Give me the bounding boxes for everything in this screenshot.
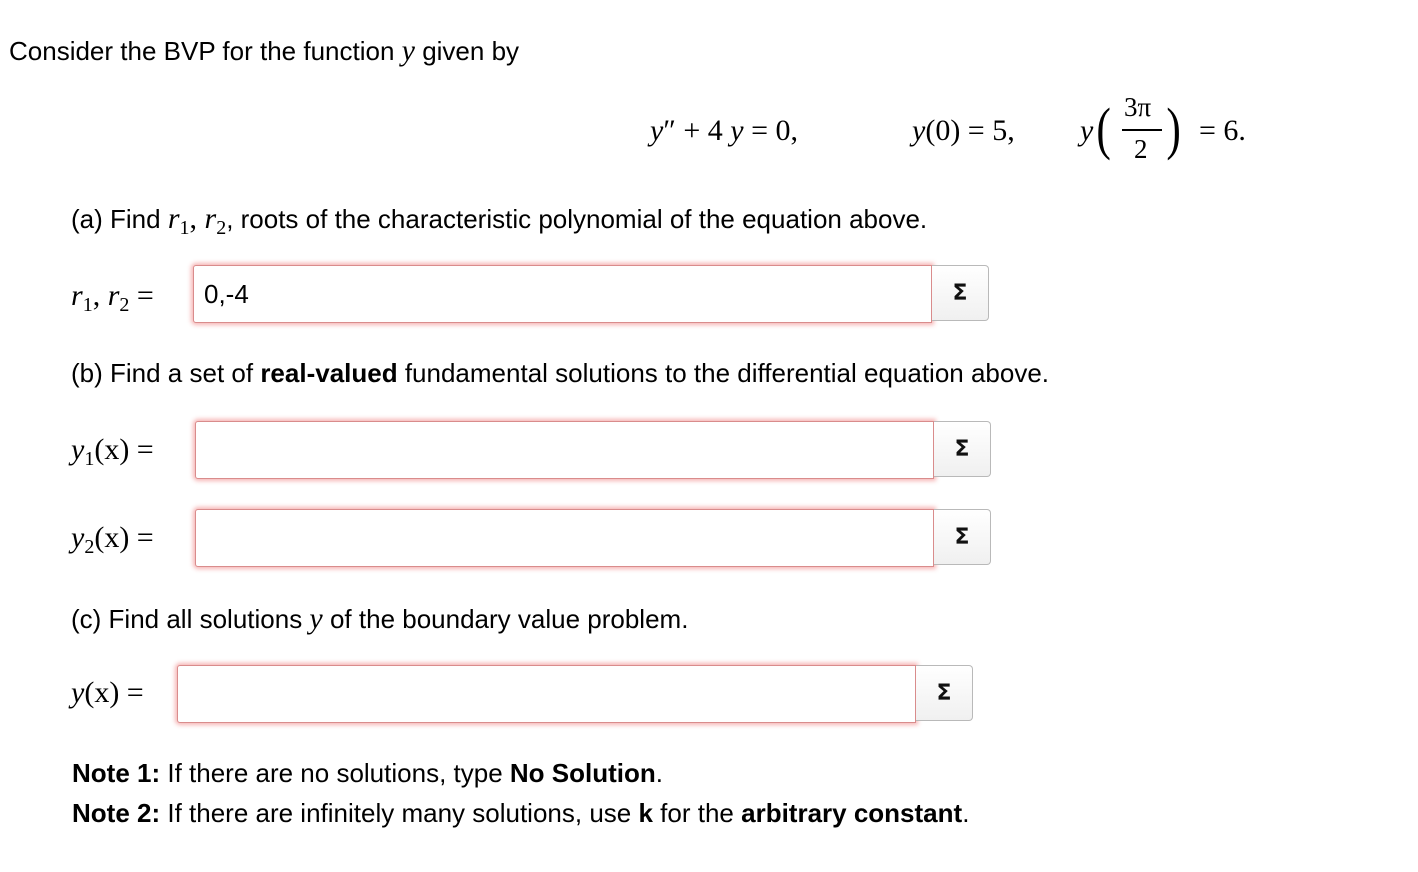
y1-input[interactable]: [195, 421, 934, 479]
roots-equation-editor-button[interactable]: [932, 265, 989, 321]
sigma-icon: Σ: [954, 524, 970, 550]
y2-input[interactable]: [195, 509, 934, 567]
boundary-condition-1: y(0) = 5,: [912, 114, 1015, 147]
left-paren: (: [1096, 96, 1111, 161]
sigma-icon: Σ: [954, 436, 970, 462]
boundary-value: = 6.: [1199, 114, 1246, 147]
fraction-denominator: 2: [1134, 134, 1148, 164]
y-solution-input[interactable]: [177, 665, 916, 723]
ode-equation: y″ + 4 y = 0,: [650, 114, 798, 147]
part-a-prompt: (a) Find $r_1$, $r_2$, roots of the characteristic polynomial of the equation above.: [71, 202, 928, 239]
note-1: Note 1: If there are no solutions, type No Solution.: [72, 758, 663, 788]
intro-text: Consider the BVP for the function y given by: [9, 34, 520, 67]
bvp-equation: [0, 90, 1418, 180]
part-c-prompt: (c) Find all solutions y of the boundary value problem.: [71, 602, 689, 635]
fraction-numerator: 3π: [1124, 92, 1152, 122]
fraction-bar: [1122, 129, 1162, 131]
r-label: $r_1$, $r_2$ =: [71, 279, 154, 316]
y-label: y(x) =: [71, 676, 144, 709]
boundary-condition-2: y ( 3π 2 ) = 6.: [1080, 92, 1246, 164]
sigma-icon: Σ: [952, 280, 968, 306]
intro-var: y: [401, 34, 415, 67]
sigma-icon: Σ: [936, 680, 952, 706]
y2-equation-editor-button[interactable]: [934, 509, 991, 565]
roots-input[interactable]: [193, 265, 932, 323]
part-b-prompt: (b) Find a set of real-valued fundamental solutions to the differential equation above.: [71, 358, 1050, 388]
right-paren: ): [1166, 96, 1181, 161]
note-2: Note 2: If there are infinitely many solutions, use k for the arbitrary constant.: [72, 798, 970, 828]
y1-label: $y_1(x)$ =: [71, 433, 154, 470]
y-solution-equation-editor-button[interactable]: [916, 665, 973, 721]
y1-equation-editor-button[interactable]: [934, 421, 991, 477]
y2-label: $y_2(x)$ =: [71, 521, 154, 558]
